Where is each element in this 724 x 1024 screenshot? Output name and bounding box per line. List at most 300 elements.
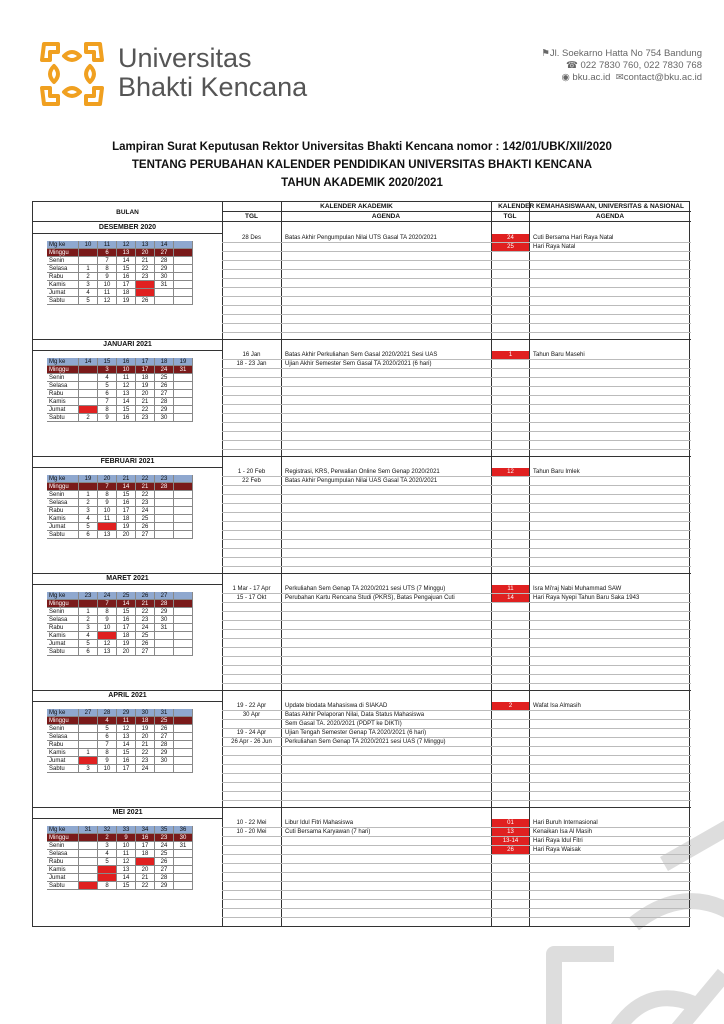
calendar-cell: 24 xyxy=(136,765,155,773)
calendar-cell: 25 xyxy=(136,289,155,297)
agenda-row-line xyxy=(222,548,691,549)
email-text: contact@bku.ac.id xyxy=(623,72,702,83)
akademik-agenda: Perubahan Kartu Rencana Studi (PKRS), Batas Pengajuan Cuti xyxy=(285,595,455,601)
calendar-row-label: Sabtu xyxy=(47,414,79,422)
calendar-day-row xyxy=(47,531,195,539)
calendar-cell: 6 xyxy=(98,249,117,257)
calendar-cell: 12 xyxy=(117,382,136,390)
calendar-row-label: Jumat xyxy=(47,874,79,882)
calendar-row-label: Mg ke xyxy=(47,475,79,483)
calendar-row-label: Sabtu xyxy=(47,297,79,305)
akademik-date: 28 Des xyxy=(241,235,261,241)
calendar-cell xyxy=(174,515,193,523)
calendar-row-label: Senin xyxy=(47,608,79,616)
calendar-cell xyxy=(155,515,174,523)
calendar-row-label: Selasa xyxy=(47,499,79,507)
contact-block xyxy=(541,48,702,84)
akademik-date: 19 - 22 Apr xyxy=(236,703,267,709)
calendar-day-row xyxy=(47,366,195,374)
calendar-week-header xyxy=(47,475,195,483)
calendar-day-row xyxy=(47,882,195,890)
calendar-cell: 33 xyxy=(117,826,136,834)
calendar-cell: 13 xyxy=(98,531,117,539)
calendar-cell: 22 xyxy=(136,475,155,483)
calendar-day-row xyxy=(47,374,195,382)
calendar-cell: 9 xyxy=(98,499,117,507)
holiday-agenda: Kenaikan Isa Al Masih xyxy=(533,829,593,835)
holiday-agenda: Isra Mi'raj Nabi Muhammad SAW xyxy=(533,586,622,592)
calendar-cell: 18 xyxy=(136,374,155,382)
agenda-row-line xyxy=(222,413,691,414)
calendar-cell xyxy=(174,765,193,773)
calendar-cell xyxy=(79,874,98,882)
calendar-day-row xyxy=(47,648,195,656)
calendar-day-row xyxy=(47,725,195,733)
calendar-day-row xyxy=(47,842,195,850)
calendar-cell: 19 xyxy=(117,640,136,648)
calendar-cell: 28 xyxy=(155,257,174,265)
calendar-cell: 28 xyxy=(155,483,174,491)
calendar-cell: 20 xyxy=(136,249,155,257)
calendar-cell: 14 xyxy=(79,358,98,366)
column-divider xyxy=(529,202,530,926)
calendar-cell: 26 xyxy=(136,523,155,531)
calendar-cell: 6 xyxy=(98,866,117,874)
calendar-cell xyxy=(79,834,98,842)
calendar-row-label: Selasa xyxy=(47,382,79,390)
akademik-date: 15 - 17 Okt xyxy=(236,595,267,601)
calendar-day-row xyxy=(47,265,195,273)
calendar-cell xyxy=(174,741,193,749)
calendar-cell: 18 xyxy=(136,850,155,858)
calendar-cell: 16 xyxy=(117,616,136,624)
calendar-cell xyxy=(174,507,193,515)
calendar-cell: 5 xyxy=(98,725,117,733)
calendar-cell: 24 xyxy=(136,507,155,515)
agenda-row-line xyxy=(222,557,691,558)
calendar-cell: 15 xyxy=(117,406,136,414)
calendar-day-row xyxy=(47,741,195,749)
calendar-day-row xyxy=(47,257,195,265)
agenda-row-line xyxy=(222,854,691,855)
calendar-cell: 19 xyxy=(117,297,136,305)
calendar-cell: 25 xyxy=(155,850,174,858)
calendar-cell xyxy=(174,616,193,624)
calendar-cell: 24 xyxy=(155,842,174,850)
holiday-agenda: Hari Buruh Internasional xyxy=(533,820,598,826)
calendar-row-label: Rabu xyxy=(47,624,79,632)
calendar-cell: 20 xyxy=(117,648,136,656)
calendar-week-header xyxy=(47,358,195,366)
akademik-agenda: Cuti Bersama Karyawan (7 hari) xyxy=(285,829,371,835)
calendar-cell: 18 xyxy=(117,632,136,640)
akademik-agenda: Batas Akhir Pengumpulan Nilai UTS Gasal TA 2020/2021 xyxy=(285,235,437,241)
calendar-row-label: Kamis xyxy=(47,866,79,874)
calendar-cell xyxy=(174,632,193,640)
calendar-cell: 22 xyxy=(136,265,155,273)
calendar-day-row xyxy=(47,717,195,725)
calendar-week-header xyxy=(47,241,195,249)
calendar-cell xyxy=(155,531,174,539)
calendar-cell: 27 xyxy=(155,249,174,257)
calendar-cell: 23 xyxy=(136,273,155,281)
calendar-cell: 6 xyxy=(79,531,98,539)
calendar-row-label: Kamis xyxy=(47,749,79,757)
calendar-cell xyxy=(155,765,174,773)
agenda-row-line xyxy=(222,521,691,522)
calendar-row-label: Jumat xyxy=(47,406,79,414)
calendar-cell: 1 xyxy=(79,882,98,890)
calendar-day-row xyxy=(47,733,195,741)
calendar-cell: 21 xyxy=(117,475,136,483)
calendar-cell: 7 xyxy=(98,398,117,406)
calendar-cell xyxy=(79,842,98,850)
phone-icon: ☎ xyxy=(566,60,581,71)
calendar-cell: 2 xyxy=(79,757,98,765)
agenda-row-line xyxy=(222,260,691,261)
calendar-row-label: Minggu xyxy=(47,600,79,608)
holiday-date-badge: 1 xyxy=(492,351,529,359)
calendar-day-row xyxy=(47,834,195,842)
logo-line-2: Bhakti Kencana xyxy=(118,72,308,102)
calendar-cell xyxy=(174,866,193,874)
calendar-row-label: Jumat xyxy=(47,289,79,297)
calendar-cell: 16 xyxy=(117,358,136,366)
header-agenda-nasional: AGENDA xyxy=(595,213,625,220)
university-logo-icon xyxy=(36,38,108,110)
calendar-row-label: Kamis xyxy=(47,281,79,289)
holiday-date-badge: 13 xyxy=(492,828,529,836)
month-title: MEI 2021 xyxy=(112,809,143,816)
calendar-cell: 9 xyxy=(98,414,117,422)
calendar-row-label: Minggu xyxy=(47,834,79,842)
calendar-cell: 27 xyxy=(79,709,98,717)
akademik-agenda: Update biodata Mahasiswa di SIAKAD xyxy=(285,703,388,709)
calendar-cell: 1 xyxy=(79,406,98,414)
calendar-row-label: Selasa xyxy=(47,850,79,858)
calendar-cell: 17 xyxy=(117,281,136,289)
calendar-cell: 18 xyxy=(117,515,136,523)
calendar-row-label: Senin xyxy=(47,725,79,733)
calendar-row-label: Senin xyxy=(47,842,79,850)
calendar-row-label: Mg ke xyxy=(47,358,79,366)
calendar-cell: 31 xyxy=(155,624,174,632)
calendar-cell: 8 xyxy=(98,749,117,757)
calendar-cell xyxy=(79,866,98,874)
akademik-date: 10 - 20 Mei xyxy=(236,829,267,835)
agenda-row-line xyxy=(222,323,691,324)
calendar-cell xyxy=(174,499,193,507)
calendar-cell xyxy=(174,531,193,539)
calendar-cell: 4 xyxy=(79,289,98,297)
holiday-date-badge: 01 xyxy=(492,819,529,827)
calendar-cell: 4 xyxy=(79,515,98,523)
title-line-2: TENTANG PERUBAHAN KALENDER PENDIDIKAN UNIVERSITAS BHAKTI KENCANA xyxy=(131,159,593,171)
calendar-cell: 11 xyxy=(117,850,136,858)
calendar-cell: 21 xyxy=(136,600,155,608)
holiday-agenda: Wafat Isa Almasih xyxy=(533,703,581,709)
location-icon: ⚑ xyxy=(541,48,550,59)
calendar-row-label: Minggu xyxy=(47,366,79,374)
calendar-cell: 19 xyxy=(174,358,193,366)
calendar-cell: 13 xyxy=(117,249,136,257)
agenda-row-line xyxy=(222,422,691,423)
header-divider xyxy=(222,211,691,212)
calendar-cell: 11 xyxy=(117,374,136,382)
agenda-row-line xyxy=(222,917,691,918)
calendar-cell xyxy=(155,523,174,531)
calendar-cell xyxy=(174,281,193,289)
calendar-cell: 9 xyxy=(117,834,136,842)
calendar-day-row xyxy=(47,507,195,515)
agenda-row-line xyxy=(222,647,691,648)
holiday-date-badge: 24 xyxy=(492,234,529,242)
calendar-day-row xyxy=(47,866,195,874)
calendar-cell xyxy=(174,523,193,531)
calendar-cell: 14 xyxy=(117,600,136,608)
web-text: bku.ac.id xyxy=(572,72,611,83)
calendar-cell: 20 xyxy=(98,475,117,483)
calendar-cell: 6 xyxy=(98,390,117,398)
logo-line-1: Universitas xyxy=(118,43,252,73)
agenda-row-line xyxy=(222,746,691,747)
calendar-cell xyxy=(79,249,98,257)
akademik-agenda: Libur Idul Fitri Mahasiswa xyxy=(285,820,354,826)
calendar-cell: 11 xyxy=(98,632,117,640)
calendar-cell: 30 xyxy=(155,616,174,624)
calendar-cell xyxy=(174,374,193,382)
akademik-date: 22 Feb xyxy=(242,478,261,484)
calendar-cell: 27 xyxy=(155,390,174,398)
calendar-cell: 14 xyxy=(117,874,136,882)
calendar-row-label: Mg ke xyxy=(47,826,79,834)
mini-calendar xyxy=(47,475,195,539)
calendar-row-label: Rabu xyxy=(47,390,79,398)
holiday-date-badge: 14 xyxy=(492,594,529,602)
calendar-cell xyxy=(174,850,193,858)
calendar-cell: 30 xyxy=(174,834,193,842)
calendar-cell: 14 xyxy=(117,398,136,406)
header-nasional: KALENDER KEMAHASISWAAN, UNIVERSITAS & NASIONAL xyxy=(498,203,684,210)
calendar-cell: 3 xyxy=(98,842,117,850)
calendar-cell xyxy=(174,592,193,600)
calendar-day-row xyxy=(47,414,195,422)
month-title-line xyxy=(33,584,222,585)
calendar-cell xyxy=(79,600,98,608)
calendar-cell: 17 xyxy=(136,842,155,850)
header-bulan: BULAN xyxy=(116,209,139,216)
calendar-day-row xyxy=(47,281,195,289)
agenda-row-line xyxy=(222,251,691,252)
calendar-cell xyxy=(155,632,174,640)
calendar-week-header xyxy=(47,592,195,600)
calendar-cell: 18 xyxy=(136,717,155,725)
calendar-row-label: Minggu xyxy=(47,717,79,725)
calendar-row-label: Mg ke xyxy=(47,709,79,717)
agenda-row-line xyxy=(222,899,691,900)
agenda-row-line xyxy=(222,791,691,792)
agenda-row-line xyxy=(222,287,691,288)
akademik-agenda: Perkuliahan Sem Genap TA 2020/2021 sesi UAS (7 Minggu) xyxy=(285,739,446,745)
calendar-cell: 25 xyxy=(155,374,174,382)
calendar-table xyxy=(32,201,690,927)
calendar-row-label: Selasa xyxy=(47,616,79,624)
calendar-cell: 25 xyxy=(136,515,155,523)
calendar-cell: 8 xyxy=(98,406,117,414)
agenda-row-line xyxy=(222,494,691,495)
globe-icon: ◉ xyxy=(561,72,573,83)
mini-calendar xyxy=(47,592,195,656)
calendar-row-label: Minggu xyxy=(47,483,79,491)
calendar-cell xyxy=(79,390,98,398)
calendar-cell xyxy=(155,507,174,515)
agenda-row-line xyxy=(222,620,691,621)
agenda-row-line xyxy=(222,638,691,639)
calendar-cell: 28 xyxy=(98,709,117,717)
calendar-row-label: Kamis xyxy=(47,515,79,523)
calendar-cell xyxy=(155,491,174,499)
web-line xyxy=(541,72,702,84)
calendar-day-row xyxy=(47,297,195,305)
calendar-cell: 18 xyxy=(155,358,174,366)
holiday-agenda: Tahun Baru Masehi xyxy=(533,352,585,358)
calendar-cell: 28 xyxy=(155,600,174,608)
calendar-cell: 13 xyxy=(117,733,136,741)
calendar-row-label: Rabu xyxy=(47,273,79,281)
calendar-cell: 12 xyxy=(98,640,117,648)
holiday-agenda: Hari Raya Waisak xyxy=(533,847,581,853)
calendar-cell: 34 xyxy=(136,826,155,834)
header-bottom-line xyxy=(33,221,691,222)
calendar-cell: 19 xyxy=(136,382,155,390)
calendar-cell xyxy=(79,382,98,390)
calendar-cell xyxy=(155,640,174,648)
calendar-cell: 16 xyxy=(117,757,136,765)
calendar-cell: 28 xyxy=(155,874,174,882)
agenda-row-line xyxy=(222,566,691,567)
calendar-cell xyxy=(79,483,98,491)
calendar-cell: 13 xyxy=(136,241,155,249)
agenda-row-line xyxy=(222,512,691,513)
calendar-cell: 23 xyxy=(136,616,155,624)
calendar-cell: 10 xyxy=(98,507,117,515)
calendar-cell: 23 xyxy=(155,834,174,842)
agenda-row-line xyxy=(222,665,691,666)
calendar-cell: 17 xyxy=(117,765,136,773)
calendar-cell: 23 xyxy=(136,414,155,422)
calendar-cell: 13 xyxy=(117,390,136,398)
calendar-cell xyxy=(174,483,193,491)
calendar-cell: 8 xyxy=(98,491,117,499)
month-title-line xyxy=(33,233,222,234)
holiday-date-badge: 12 xyxy=(492,468,529,476)
holiday-date-badge: 25 xyxy=(492,243,529,251)
month-title: APRIL 2021 xyxy=(108,692,147,699)
calendar-week-header xyxy=(47,826,195,834)
month-title-line xyxy=(33,467,222,468)
address-line xyxy=(541,48,702,60)
calendar-cell: 22 xyxy=(136,406,155,414)
calendar-cell: 4 xyxy=(79,632,98,640)
calendar-cell xyxy=(79,366,98,374)
calendar-cell: 24 xyxy=(136,624,155,632)
calendar-cell: 26 xyxy=(136,592,155,600)
calendar-cell: 7 xyxy=(98,257,117,265)
calendar-cell xyxy=(174,858,193,866)
month-title-line xyxy=(33,350,222,351)
calendar-cell: 25 xyxy=(117,592,136,600)
calendar-cell: 22 xyxy=(136,882,155,890)
calendar-row-label: Kamis xyxy=(47,632,79,640)
calendar-cell: 11 xyxy=(98,515,117,523)
calendar-day-row xyxy=(47,523,195,531)
calendar-cell: 10 xyxy=(117,366,136,374)
calendar-cell: 7 xyxy=(98,874,117,882)
calendar-day-row xyxy=(47,765,195,773)
document-title xyxy=(0,138,724,192)
calendar-cell: 25 xyxy=(136,632,155,640)
calendar-cell: 16 xyxy=(117,499,136,507)
calendar-cell: 17 xyxy=(136,358,155,366)
calendar-row-label: Rabu xyxy=(47,858,79,866)
akademik-date: 16 Jan xyxy=(242,352,261,358)
calendar-row-label: Sabtu xyxy=(47,648,79,656)
calendar-day-row xyxy=(47,483,195,491)
calendar-cell: 31 xyxy=(174,366,193,374)
calendar-cell xyxy=(79,725,98,733)
calendar-cell: 26 xyxy=(136,640,155,648)
calendar-cell: 1 xyxy=(79,265,98,273)
calendar-cell: 3 xyxy=(79,765,98,773)
calendar-cell: 13 xyxy=(98,648,117,656)
holiday-agenda: Hari Raya Idul Fitri xyxy=(533,838,583,844)
calendar-cell xyxy=(174,733,193,741)
calendar-cell: 7 xyxy=(98,741,117,749)
calendar-row-label: Selasa xyxy=(47,733,79,741)
calendar-cell xyxy=(174,600,193,608)
calendar-cell: 9 xyxy=(98,273,117,281)
calendar-row-label: Sabtu xyxy=(47,882,79,890)
calendar-cell xyxy=(174,608,193,616)
title-line-1: Lampiran Surat Keputusan Rektor Universitas Bhakti Kencana nomor : 142/01/UBK/XII/2020 xyxy=(112,141,612,153)
calendar-cell xyxy=(174,414,193,422)
calendar-cell: 11 xyxy=(98,289,117,297)
calendar-cell xyxy=(174,382,193,390)
agenda-row-line xyxy=(222,908,691,909)
calendar-cell: 10 xyxy=(98,765,117,773)
calendar-cell xyxy=(174,709,193,717)
header-tgl-akademik: TGL xyxy=(245,213,258,220)
phone-text: 022 7830 760, 022 7830 768 xyxy=(580,60,702,71)
agenda-row-line xyxy=(222,800,691,801)
calendar-cell: 3 xyxy=(79,624,98,632)
calendar-day-row xyxy=(47,850,195,858)
calendar-day-row xyxy=(47,398,195,406)
calendar-cell: 21 xyxy=(136,874,155,882)
calendar-cell: 21 xyxy=(136,257,155,265)
calendar-cell: 21 xyxy=(136,398,155,406)
calendar-cell: 10 xyxy=(98,281,117,289)
calendar-cell xyxy=(155,648,174,656)
calendar-day-row xyxy=(47,390,195,398)
mini-calendar xyxy=(47,358,195,422)
calendar-cell: 5 xyxy=(79,640,98,648)
calendar-cell: 2 xyxy=(79,273,98,281)
calendar-cell: 3 xyxy=(79,281,98,289)
calendar-cell xyxy=(174,241,193,249)
calendar-cell: 2 xyxy=(98,834,117,842)
calendar-cell: 14 xyxy=(117,257,136,265)
